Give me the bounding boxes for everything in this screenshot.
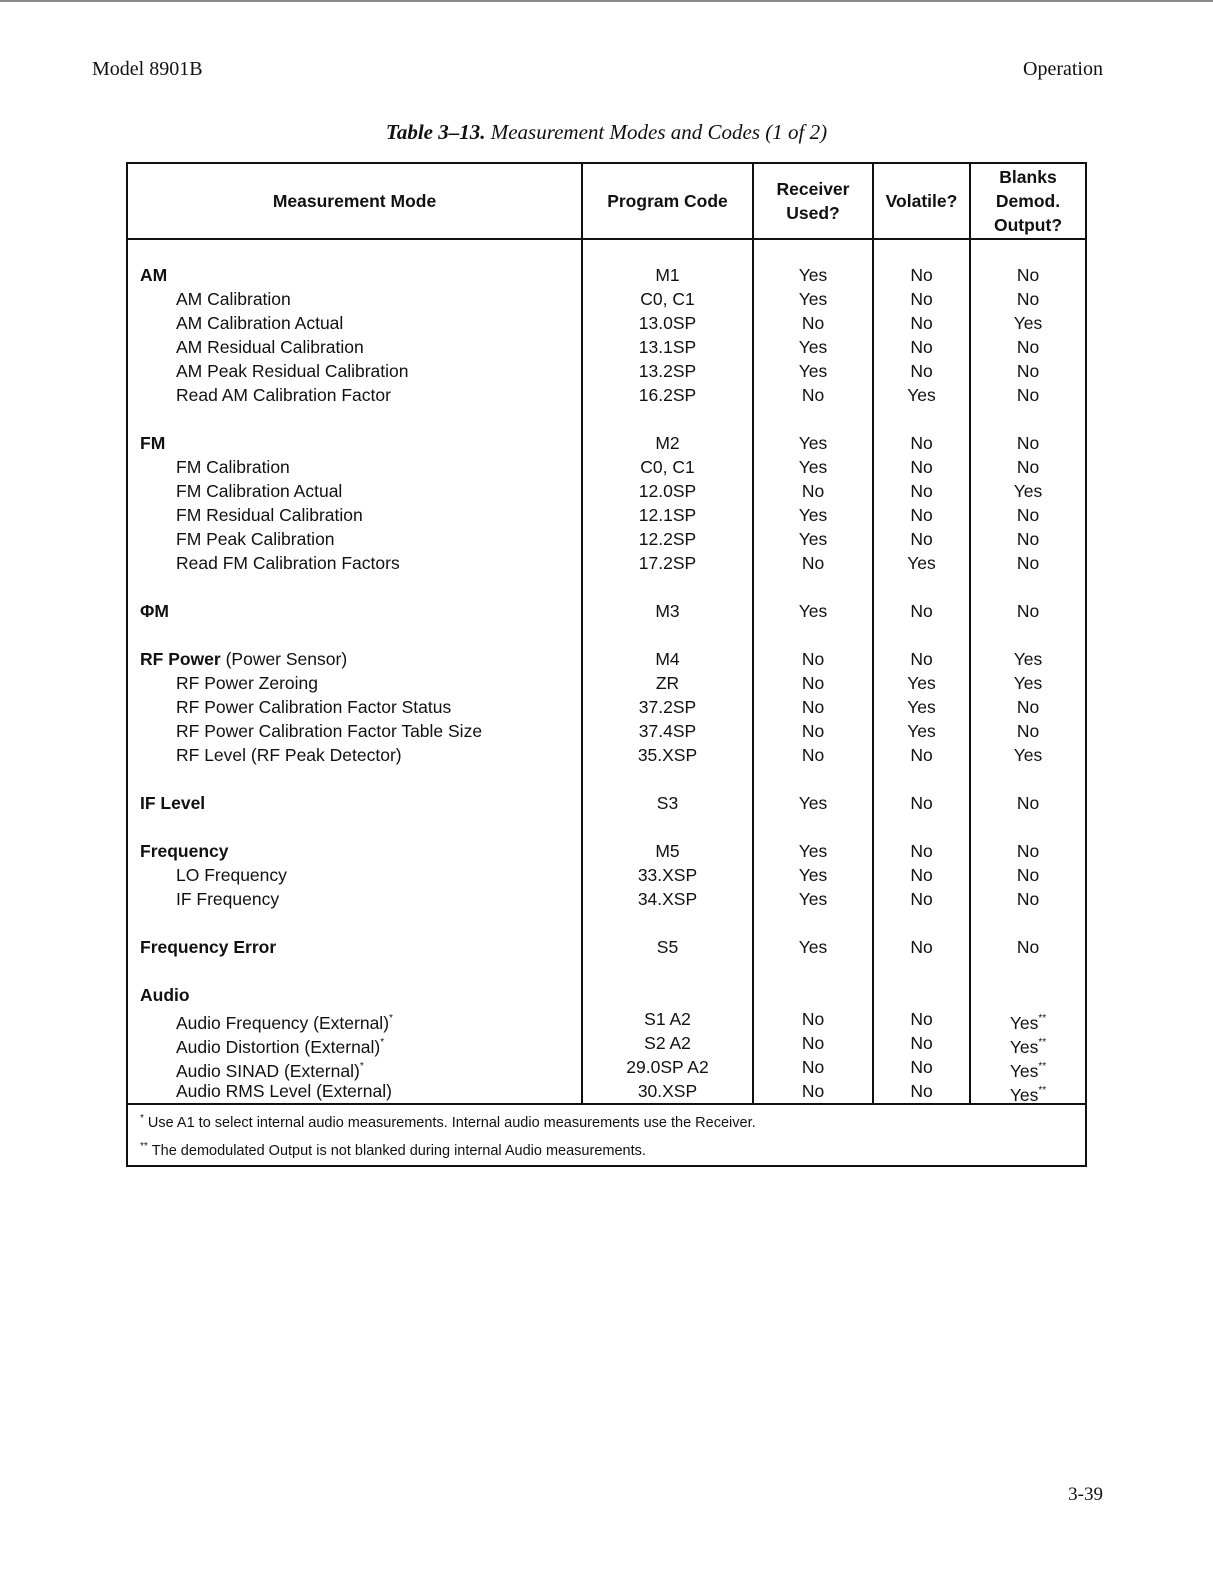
volatile-cell: Yes [907, 673, 936, 693]
volatile-cell: No [910, 265, 933, 285]
receiver-cell: No [801, 313, 825, 333]
volatile-cell: No [910, 601, 933, 621]
volatile-cell: No [910, 481, 933, 501]
mode-am: AM [140, 265, 168, 285]
code-cell: 13.2SP [638, 361, 697, 381]
receiver-cell: No [801, 1033, 825, 1053]
volatile-cell: No [910, 1033, 933, 1053]
header-receiver [752, 164, 872, 238]
blanks-cell: No [1016, 337, 1040, 357]
blanks-cell: No [1016, 385, 1040, 405]
volatile-cell: Yes [907, 553, 936, 573]
blanks-cell: No [1016, 457, 1040, 477]
volatile-cell: No [910, 745, 933, 765]
receiver-cell: Yes [798, 265, 828, 285]
blanks-cell: Yes [1013, 481, 1043, 501]
blanks-cell: Yes [1013, 745, 1043, 765]
footnote-1-mark: * [140, 1113, 144, 1124]
receiver-cell: Yes [798, 529, 828, 549]
volatile-cell: No [910, 841, 933, 861]
volatile-cell: No [910, 361, 933, 381]
mode-read-fm-calibration-factors: Read FM Calibration Factors [176, 553, 400, 573]
receiver-cell: Yes [798, 361, 828, 381]
table-header [128, 164, 1085, 240]
volatile-cell: No [910, 865, 933, 885]
header-receiver-line2: Used? [786, 203, 840, 223]
blanks-value: Yes [1009, 1013, 1039, 1033]
code-cell: S2 A2 [644, 1033, 691, 1053]
mode-lo-frequency: LO Frequency [176, 865, 287, 885]
footnote-1 [140, 1107, 1085, 1135]
receiver-cell: Yes [798, 601, 828, 621]
blanks-cell: No [1016, 793, 1040, 813]
header-blanks [969, 164, 1085, 238]
column-receiver [752, 240, 872, 1103]
code-cell: 37.4SP [638, 721, 697, 741]
receiver-cell: No [801, 553, 825, 573]
volatile-cell: No [910, 457, 933, 477]
blanks-cell: No [1016, 841, 1040, 861]
mode-frequency: Frequency [140, 841, 229, 861]
mode-phi-m: ΦM [140, 601, 169, 621]
blanks-cell: Yes [1013, 649, 1043, 669]
footnote-mark: ** [1038, 1013, 1047, 1024]
code-cell: M2 [655, 433, 680, 453]
code-cell: 34.XSP [637, 889, 698, 909]
receiver-cell: No [801, 481, 825, 501]
header-blanks-line2: Demod. [995, 191, 1061, 211]
volatile-cell: No [910, 313, 933, 333]
mode-audio-rms-level: Audio RMS Level (External) [176, 1081, 392, 1101]
receiver-cell: No [801, 721, 825, 741]
receiver-cell: No [801, 1009, 825, 1029]
volatile-cell: Yes [907, 697, 936, 717]
volatile-cell: No [910, 289, 933, 309]
blanks-value: Yes [1009, 1061, 1039, 1081]
receiver-cell: Yes [798, 865, 828, 885]
receiver-cell: No [801, 745, 825, 765]
footnote-mark: ** [1038, 1037, 1047, 1048]
blanks-cell: No [1016, 361, 1040, 381]
table-footnotes [128, 1103, 1085, 1165]
footnote-mark: * [359, 1061, 364, 1072]
blanks-cell: No [1016, 433, 1040, 453]
mode-fm-calibration: FM Calibration [176, 457, 290, 477]
volatile-cell: No [910, 649, 933, 669]
receiver-cell: Yes [798, 889, 828, 909]
header-volatile: Volatile? [872, 164, 969, 238]
column-volatile [872, 240, 969, 1103]
blanks-cell [971, 1055, 1085, 1079]
header-receiver-line1: Receiver [776, 179, 850, 199]
mode-fm-residual-calibration: FM Residual Calibration [176, 505, 363, 525]
header-model: Model 8901B [92, 58, 203, 80]
blanks-cell: Yes [1013, 673, 1043, 693]
mode-audio-distortion [128, 1031, 581, 1055]
receiver-cell: No [801, 1057, 825, 1077]
volatile-cell: No [910, 433, 933, 453]
mode-audio-sinad-label: Audio SINAD (External) [176, 1061, 360, 1081]
column-code [581, 240, 752, 1103]
volatile-cell: No [910, 937, 933, 957]
mode-audio: Audio [140, 985, 190, 1005]
blanks-value: Yes [1009, 1085, 1039, 1105]
mode-rf-power [128, 647, 581, 671]
volatile-cell: No [910, 889, 933, 909]
receiver-cell: No [801, 385, 825, 405]
code-cell: M1 [655, 265, 680, 285]
footnote-mark: ** [1038, 1085, 1047, 1096]
mode-am-calibration: AM Calibration [176, 289, 291, 309]
table-body [128, 240, 1085, 1103]
receiver-cell: Yes [798, 793, 828, 813]
footnote-2-text: The demodulated Output is not blanked during internal Audio measurements. [151, 1143, 646, 1159]
code-cell: S5 [656, 937, 679, 957]
mode-audio-frequency [128, 1007, 581, 1031]
mode-rf-power-suffix: (Power Sensor) [220, 649, 348, 669]
code-cell: S3 [656, 793, 679, 813]
code-cell: ZR [655, 673, 680, 693]
volatile-cell: No [910, 793, 933, 813]
receiver-cell: Yes [798, 433, 828, 453]
receiver-cell: No [801, 649, 825, 669]
header-blanks-line3: Output? [993, 215, 1063, 235]
blanks-cell: Yes [1013, 313, 1043, 333]
header-blanks-line1: Blanks [999, 167, 1057, 187]
code-cell: 12.0SP [638, 481, 697, 501]
caption-text: Measurement Modes and Codes (1 of 2) [490, 120, 828, 144]
blanks-cell: No [1016, 889, 1040, 909]
code-cell: 12.2SP [638, 529, 697, 549]
mode-rf-power-cal-factor-table-size: RF Power Calibration Factor Table Size [176, 721, 483, 741]
blanks-value: Yes [1009, 1037, 1039, 1057]
mode-if-level: IF Level [140, 793, 206, 813]
blanks-cell: No [1016, 601, 1040, 621]
caption-label: Table 3–13. [385, 120, 486, 144]
volatile-cell: No [910, 505, 933, 525]
blanks-cell: No [1016, 265, 1040, 285]
volatile-cell: Yes [907, 385, 936, 405]
receiver-cell: No [801, 673, 825, 693]
receiver-cell: Yes [798, 505, 828, 525]
blanks-cell: No [1016, 529, 1040, 549]
volatile-cell: Yes [907, 721, 936, 741]
volatile-cell: No [910, 337, 933, 357]
volatile-cell: No [910, 529, 933, 549]
code-cell: 12.1SP [638, 505, 697, 525]
receiver-cell: Yes [798, 337, 828, 357]
mode-am-peak-residual-calibration: AM Peak Residual Calibration [176, 361, 409, 381]
mode-rf-level: RF Level (RF Peak Detector) [176, 745, 402, 765]
mode-rf-power-zeroing: RF Power Zeroing [176, 673, 318, 693]
footnote-mark: * [389, 1013, 393, 1024]
table-caption [0, 120, 1213, 145]
footnote-1-text: Use A1 to select internal audio measurements. Internal audio measurements use the Receiver. [147, 1115, 756, 1131]
receiver-cell: Yes [798, 937, 828, 957]
mode-if-frequency: IF Frequency [176, 889, 280, 909]
code-cell: 30.XSP [637, 1081, 698, 1101]
blanks-cell [971, 1079, 1085, 1103]
mode-am-calibration-actual: AM Calibration Actual [176, 313, 344, 333]
blanks-cell: No [1016, 505, 1040, 525]
blanks-cell: No [1016, 865, 1040, 885]
code-cell: C0, C1 [640, 457, 695, 477]
code-cell: 35.XSP [637, 745, 698, 765]
receiver-cell: Yes [798, 841, 828, 861]
code-cell: C0, C1 [640, 289, 695, 309]
mode-am-residual-calibration: AM Residual Calibration [176, 337, 364, 357]
volatile-cell: No [910, 1081, 933, 1101]
blanks-cell: No [1016, 721, 1040, 741]
blanks-cell: No [1016, 553, 1040, 573]
code-cell: M3 [655, 601, 680, 621]
code-cell: 17.2SP [638, 553, 697, 573]
footnote-2 [140, 1135, 1085, 1163]
scan-top-edge [0, 0, 1213, 2]
code-cell: 13.1SP [638, 337, 697, 357]
mode-rf-power-cal-factor-status: RF Power Calibration Factor Status [176, 697, 452, 717]
measurement-modes-table [126, 162, 1087, 1167]
header-mode: Measurement Mode [272, 191, 437, 211]
mode-fm-peak-calibration: FM Peak Calibration [176, 529, 335, 549]
receiver-cell: No [801, 1081, 825, 1101]
receiver-cell: Yes [798, 457, 828, 477]
mode-frequency-error: Frequency Error [140, 937, 277, 957]
code-cell: 29.0SP A2 [626, 1057, 709, 1077]
footnote-2-mark: ** [140, 1141, 148, 1152]
receiver-cell: Yes [798, 289, 828, 309]
blanks-cell [971, 1031, 1085, 1055]
code-cell: 33.XSP [637, 865, 698, 885]
header-code: Program Code [581, 164, 752, 238]
code-cell: M5 [655, 841, 680, 861]
column-mode [128, 240, 581, 1103]
receiver-cell: No [801, 697, 825, 717]
code-cell: 37.2SP [638, 697, 697, 717]
footnote-mark: ** [1038, 1061, 1047, 1072]
blanks-cell: No [1016, 937, 1040, 957]
mode-rf-power-label: RF Power [140, 649, 221, 669]
mode-fm: FM [140, 433, 166, 453]
blanks-cell: No [1016, 289, 1040, 309]
column-blanks [969, 240, 1085, 1103]
blanks-cell: No [1016, 697, 1040, 717]
header-section: Operation [1023, 58, 1103, 80]
page-number: 3-39 [1068, 1484, 1103, 1505]
blanks-cell [971, 1007, 1085, 1031]
mode-audio-frequency-label: Audio Frequency (External) [176, 1013, 390, 1033]
footnote-mark: * [380, 1037, 385, 1048]
code-cell: M4 [655, 649, 680, 669]
mode-fm-calibration-actual: FM Calibration Actual [176, 481, 343, 501]
mode-audio-sinad [128, 1055, 581, 1079]
volatile-cell: No [910, 1057, 933, 1077]
volatile-cell: No [910, 1009, 933, 1029]
code-cell: 16.2SP [638, 385, 697, 405]
mode-audio-distortion-label: Audio Distortion (External) [176, 1037, 381, 1057]
code-cell: 13.0SP [638, 313, 697, 333]
mode-read-am-calibration-factor: Read AM Calibration Factor [176, 385, 391, 405]
code-cell: S1 A2 [644, 1009, 691, 1029]
